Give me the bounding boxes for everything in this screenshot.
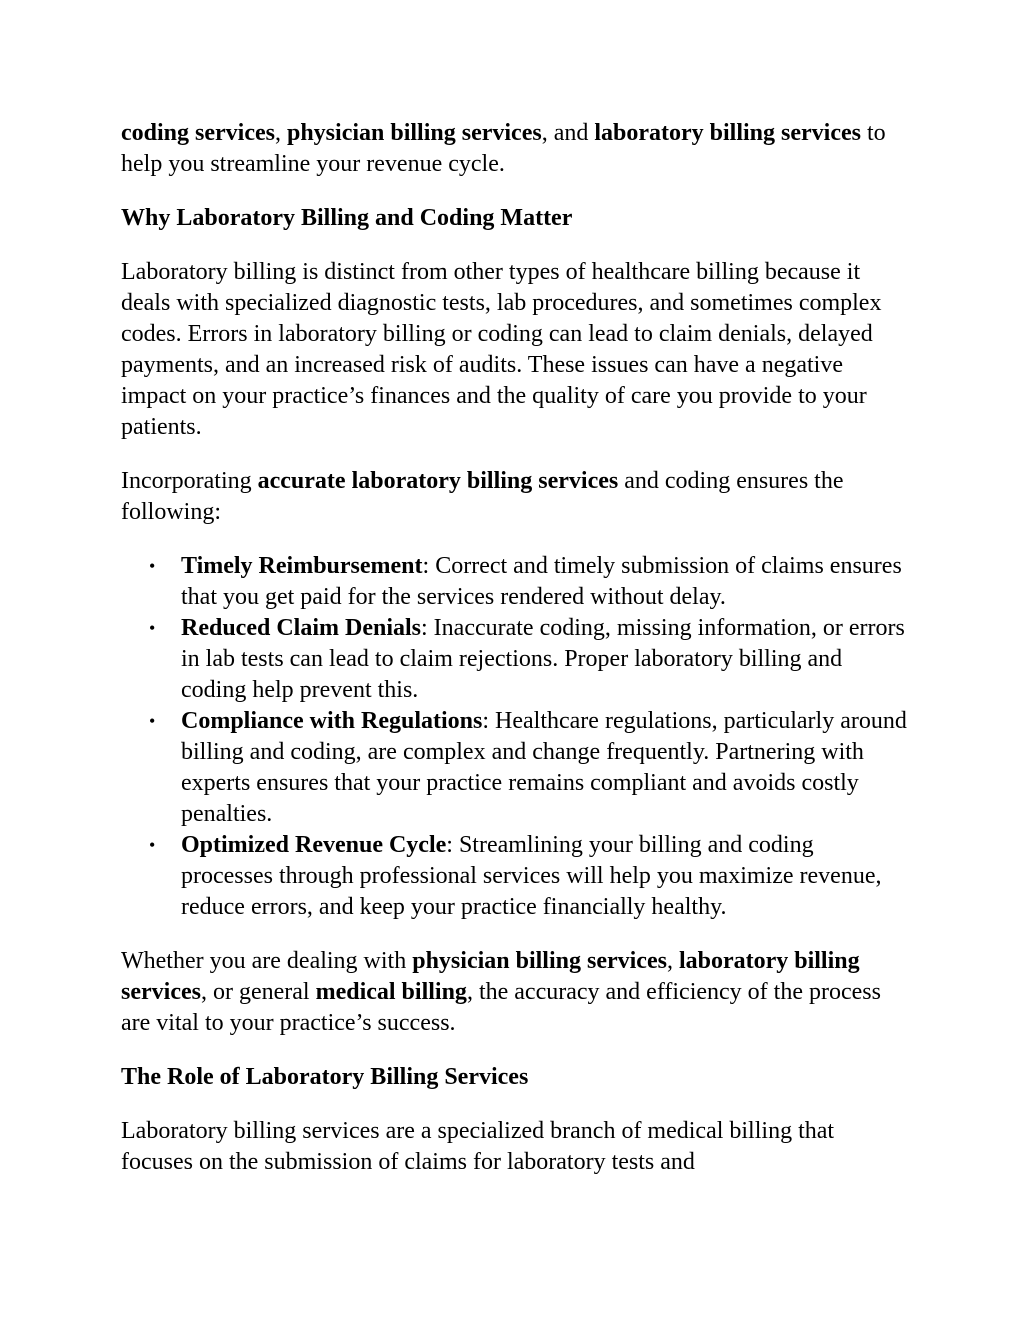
list-item-title: Reduced Claim Denials <box>181 615 421 641</box>
section-heading-why: Why Laboratory Billing and Coding Matter <box>121 205 573 231</box>
incorporating-paragraph: Incorporating accurate laboratory billing services and coding ensures the following: <box>121 468 844 525</box>
section-paragraph-why: Laboratory billing is distinct from other types of healthcare billing because it deals with specialized diagnostic tests, lab procedures, and sometimes complex codes. Errors in laboratory billing or coding can lead to claim denials, delayed payments, and an increased risk of audits. These issues can have a negative impact on your practice’s finances and the quality of care you provide to your patients. <box>121 259 882 440</box>
list-item-title: Optimized Revenue Cycle <box>181 832 447 858</box>
section-paragraph-role: Laboratory billing services are a specialized branch of medical billing that focuses on the submission of claims for laboratory tests and <box>121 1118 835 1175</box>
whether-bold-medical: medical billing <box>315 979 467 1005</box>
whether-paragraph: Whether you are dealing with physician billing services, laboratory billing services, or general medical billing, the accuracy and efficiency of the process are vital to your practice’s success. <box>121 948 881 1036</box>
whether-bold-physician: physician billing services <box>412 948 667 974</box>
section-heading-role: The Role of Laboratory Billing Services <box>121 1064 529 1090</box>
list-item-title: Compliance with Regulations <box>181 708 483 734</box>
whether-bold-laboratory: laboratory billing services <box>121 948 860 1005</box>
incorporating-bold: accurate laboratory billing services <box>257 468 619 494</box>
list-item-title: Timely Reimbursement <box>181 553 423 579</box>
intro-paragraph: coding services, physician billing services, and laboratory billing services to help you streamline your revenue cycle. <box>121 120 886 177</box>
intro-bold-laboratory-billing: laboratory billing services <box>594 120 861 146</box>
list-item: • Reduced Claim Denials: Inaccurate coding, missing information, or errors in lab tests can lead to claim rejections. Proper laboratory billing and coding help prevent this. <box>181 613 911 706</box>
intro-bold-physician-billing: physician billing services <box>286 120 542 146</box>
list-item: • Timely Reimbursement: Correct and timely submission of claims ensures that you get paid for the services rendered without delay. <box>181 551 911 613</box>
document-page <box>121 118 911 1201</box>
intro-bold-coding-services: coding services <box>121 120 275 146</box>
list-item: • Optimized Revenue Cycle: Streamlining your billing and coding processes through professional services will help you maximize revenue, reduce errors, and keep your practice financially healthy. <box>181 830 911 923</box>
list-item: • Compliance with Regulations: Healthcare regulations, particularly around billing and coding, are complex and change frequently. Partnering with experts ensures that your practice remains compliant and avoids costly penalties. <box>181 706 911 830</box>
benefits-list <box>121 551 911 923</box>
